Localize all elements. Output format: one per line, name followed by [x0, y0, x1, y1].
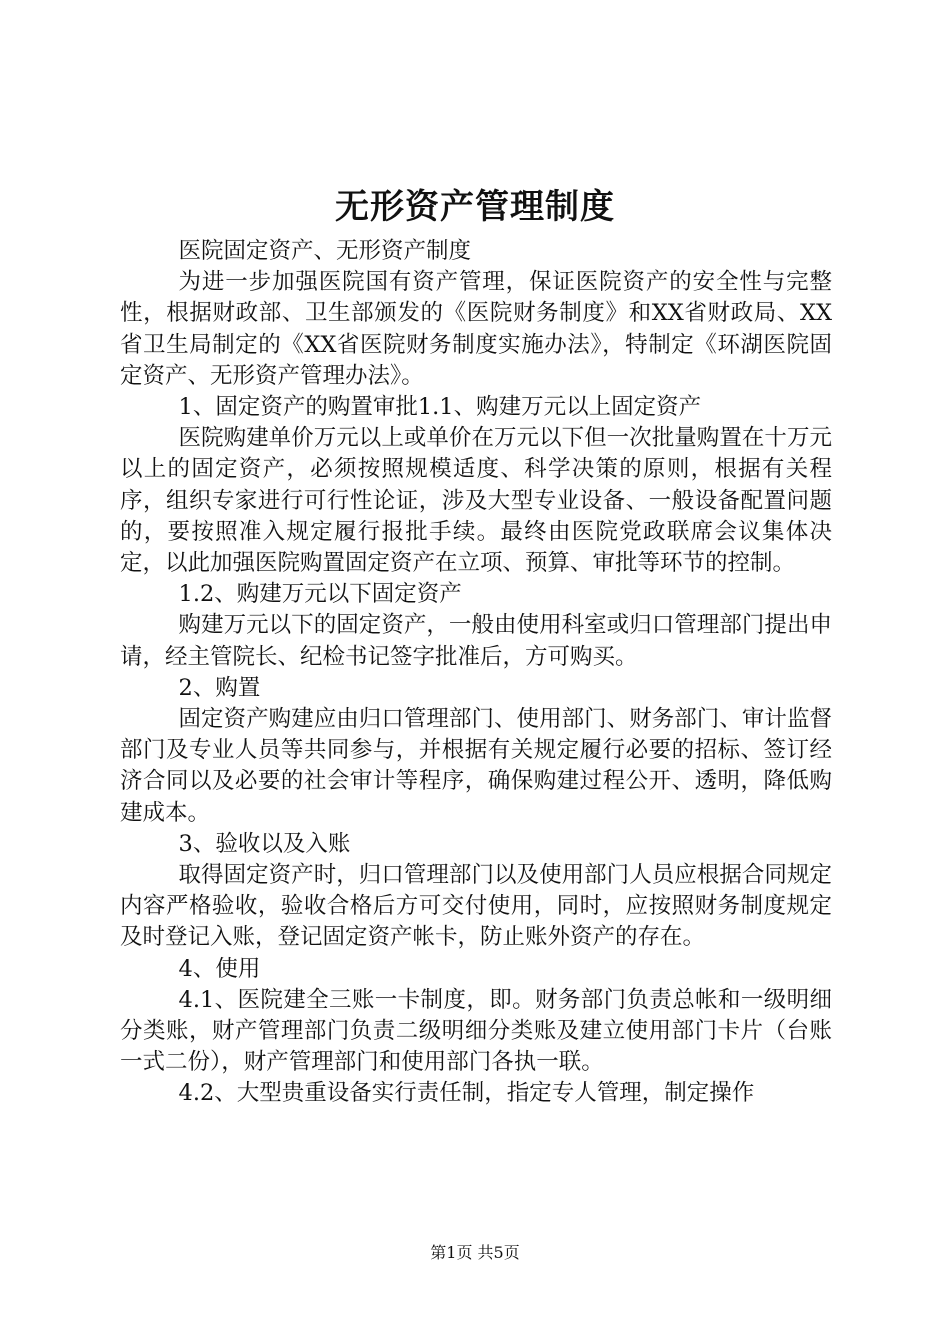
paragraph-4-1: 4.1、医院建全三账一卡制度，即。财务部门负责总帐和一级明细分类账，财产管理部门负责二级明细分类账及建立使用部门卡片（台账一式二份），财产管理部门和使用部门各执一联。 [120, 986, 832, 1076]
section-heading-3: 3、验收以及入账 [178, 830, 351, 857]
paragraph-1-2: 购建万元以下的固定资产，一般由使用科室或归口管理部门提出申请，经主管院长、纪检书记签字批准后，方可购买。 [120, 612, 832, 670]
section-heading-1: 1、固定资产的购置审批1.1、购建万元以上固定资产 [178, 394, 702, 421]
paragraph-4-2: 4.2、大型贵重设备实行责任制，指定专人管理，制定操作 [178, 1080, 755, 1107]
paragraph-3: 取得固定资产时，归口管理部门以及使用部门人员应根据合同规定内容严格验收，验收合格后方可交付使用，同时，应按照财务制度规定及时登记入账，登记固定资产帐卡，防止账外资产的存在。 [120, 862, 832, 951]
paragraph-subtitle: 医院固定资产、无形资产制度 [178, 238, 472, 264]
document-title: 无形资产管理制度 [335, 187, 615, 227]
section-heading-2: 2、购置 [178, 674, 261, 701]
section-heading-1-2: 1.2、购建万元以下固定资产 [178, 581, 462, 608]
page-footer: 第1页 共5页 [430, 1243, 520, 1262]
document-body [120, 236, 832, 1110]
paragraph-intro: 为进一步加强医院国有资产管理，保证医院资产的安全性与完整性，根据财政部、卫生部颁发的《医院财务制度》和XX省财政局、XX省卫生局制定的《XX省医院财务制度实施办法》，特制定《环湖医院固定资产、无形资产管理办法》。 [120, 269, 832, 389]
paragraph-2: 固定资产购建应由归口管理部门、使用部门、财务部门、审计监督部门及专业人员等共同参与，并根据有关规定履行必要的招标、签订经济合同以及必要的社会审计等程序，确保购建过程公开、透明，降低购建成本。 [120, 706, 832, 826]
paragraph-1-1: 医院购建单价万元以上或单价在万元以下但一次批量购置在十万元以上的固定资产，必须按照规模适度、科学决策的原则，根据有关程序，组织专家进行可行性论证，涉及大型专业设备、一般设备配置问题的，要按照准入规定履行报批手续。最终由医院党政联席会议集体决定，以此加强医院购置固定资产在立项、预算、审批等环节的控制。 [120, 425, 832, 577]
section-heading-4: 4、使用 [178, 955, 261, 982]
